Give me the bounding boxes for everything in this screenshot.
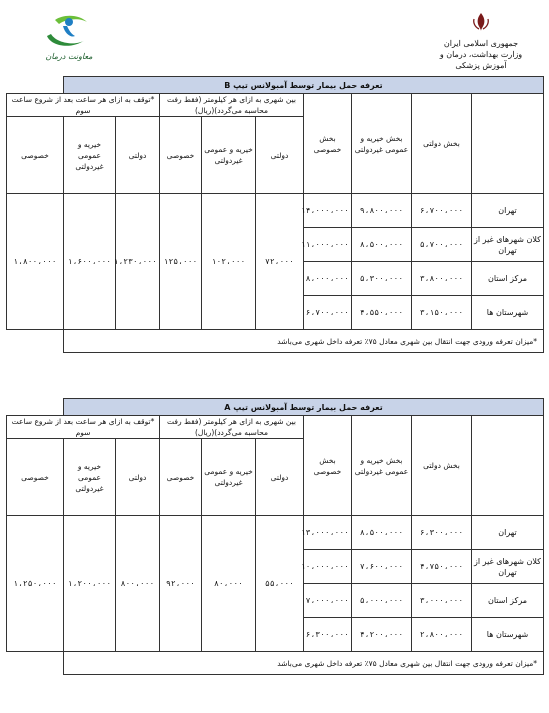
deputy-logo (24, 12, 114, 68)
waiting-charity-value: ۱،۲۰۰،۰۰۰ (63, 516, 115, 652)
private-value: ۱۰،۰۰۰،۰۰۰ (304, 550, 352, 584)
sub-header-private: خصوصی (160, 117, 202, 194)
private-value: ۶،۷۰۰،۰۰۰ (304, 296, 352, 330)
sub-header-charity: خیریه و عمومی غیردولتی (63, 439, 115, 516)
header-government: بخش دولتی (412, 94, 472, 194)
iran-emblem-icon (469, 10, 493, 34)
private-value: ۱۴،۰۰۰،۰۰۰ (304, 194, 352, 228)
charity-value: ۴،۵۵۰،۰۰۰ (352, 296, 412, 330)
gov-value: ۶،۷۰۰،۰۰۰ (412, 194, 472, 228)
deputy-name: معاونت درمان (45, 52, 93, 61)
tariff-table-type-a (6, 398, 544, 675)
ministry-line-1: جمهوری اسلامی ایران (443, 39, 519, 48)
header-private: بخش خصوصی (304, 416, 352, 516)
ministry-logo (431, 10, 531, 70)
waiting-gov-value: ۱،۲۳۰،۰۰۰ (116, 194, 160, 330)
region-cell: شهرستان ها (472, 618, 544, 652)
table-title: تعرفه حمل بیمار توسط آمبولانس تیپ A (63, 399, 543, 416)
sub-header-government: دولتی (256, 439, 304, 516)
gov-value: ۲،۸۰۰،۰۰۰ (412, 618, 472, 652)
header-government: بخش دولتی (412, 416, 472, 516)
page-header (0, 0, 549, 72)
gov-value: ۵،۷۰۰،۰۰۰ (412, 228, 472, 262)
header-waiting: *توقف به ازای هر ساعت بعد از شروع ساعت سوم (7, 94, 160, 117)
sub-header-government: دولتی (116, 439, 160, 516)
region-cell: تهران (472, 516, 544, 550)
header-intercity: بین شهری به ازای هر کیلومتر (فقط رفت محاسبه می‌گردد)(ریال) (160, 94, 304, 117)
intercity-gov-value: ۷۲،۰۰۰ (256, 194, 304, 330)
tariff-table-type-b (6, 76, 544, 353)
charity-value: ۸،۵۰۰،۰۰۰ (352, 228, 412, 262)
sub-header-private: خصوصی (160, 439, 202, 516)
header-intercity: بین شهری به ازای هر کیلومتر (فقط رفت محاسبه می‌گردد)(ریال) (160, 416, 304, 439)
gov-value: ۳،۰۰۰،۰۰۰ (412, 584, 472, 618)
region-cell: مرکز استان (472, 262, 544, 296)
waiting-gov-value: ۸۰۰،۰۰۰ (116, 516, 160, 652)
table-footnote: *میزان تعرفه ورودی جهت انتقال بین شهری معادل ۷۵٪ تعرفه داخل شهری می‌باشد (63, 652, 543, 675)
waiting-charity-value: ۱،۶۰۰،۰۰۰ (63, 194, 115, 330)
charity-value: ۷،۶۰۰،۰۰۰ (352, 550, 412, 584)
table-footnote: *میزان تعرفه ورودی جهت انتقال بین شهری معادل ۷۵٪ تعرفه داخل شهری می‌باشد (63, 330, 543, 353)
header-charity: بخش خیریه و عمومی غیردولتی (352, 416, 412, 516)
gov-value: ۴،۷۵۰،۰۰۰ (412, 550, 472, 584)
region-cell: کلان شهرهای غیر از تهران (472, 550, 544, 584)
intercity-private-value: ۱۲۵،۰۰۰ (160, 194, 202, 330)
ministry-line-2: وزارت بهداشت، درمان و آموزش پزشکی (439, 50, 523, 70)
region-cell: کلان شهرهای غیر از تهران (472, 228, 544, 262)
private-value: ۱۱،۰۰۰،۰۰۰ (304, 228, 352, 262)
private-value: ۶،۳۰۰،۰۰۰ (304, 618, 352, 652)
treatment-deputy-logo-icon (41, 12, 97, 50)
private-value: ۷،۰۰۰،۰۰۰ (304, 584, 352, 618)
gov-value: ۳،۱۵۰،۰۰۰ (412, 296, 472, 330)
sub-header-government: دولتی (116, 117, 160, 194)
intercity-charity-value: ۸۰،۰۰۰ (202, 516, 256, 652)
sub-header-charity: خیریه و عمومی غیردولتی (63, 117, 115, 194)
charity-value: ۵،۰۰۰،۰۰۰ (352, 584, 412, 618)
sub-header-private: خصوصی (7, 439, 64, 516)
header-waiting: *توقف به ازای هر ساعت بعد از شروع ساعت سوم (7, 416, 160, 439)
waiting-private-value: ۱،۲۵۰،۰۰۰ (7, 516, 64, 652)
charity-value: ۵،۳۰۰،۰۰۰ (352, 262, 412, 296)
intercity-gov-value: ۵۵،۰۰۰ (256, 516, 304, 652)
header-empty (472, 94, 544, 194)
table-title: تعرفه حمل بیمار توسط آمبولانس تیپ B (63, 77, 543, 94)
charity-value: ۸،۵۰۰،۰۰۰ (352, 516, 412, 550)
private-value: ۸،۰۰۰،۰۰۰ (304, 262, 352, 296)
region-cell: تهران (472, 194, 544, 228)
header-charity: بخش خیریه و عمومی غیردولتی (352, 94, 412, 194)
sub-header-charity: خیریه و عمومی غیردولتی (202, 439, 256, 516)
charity-value: ۹،۸۰۰،۰۰۰ (352, 194, 412, 228)
header-empty (472, 416, 544, 516)
charity-value: ۴،۲۰۰،۰۰۰ (352, 618, 412, 652)
waiting-private-value: ۱،۸۰۰،۰۰۰ (7, 194, 64, 330)
private-value: ۱۳،۰۰۰،۰۰۰ (304, 516, 352, 550)
intercity-private-value: ۹۲،۰۰۰ (160, 516, 202, 652)
gov-value: ۳،۸۰۰،۰۰۰ (412, 262, 472, 296)
sub-header-government: دولتی (256, 117, 304, 194)
gov-value: ۶،۳۰۰،۰۰۰ (412, 516, 472, 550)
region-cell: مرکز استان (472, 584, 544, 618)
region-cell: شهرستان ها (472, 296, 544, 330)
sub-header-charity: خیریه و عمومی غیردولتی (202, 117, 256, 194)
header-private: بخش خصوصی (304, 94, 352, 194)
sub-header-private: خصوصی (7, 117, 64, 194)
intercity-charity-value: ۱۰۲،۰۰۰ (202, 194, 256, 330)
